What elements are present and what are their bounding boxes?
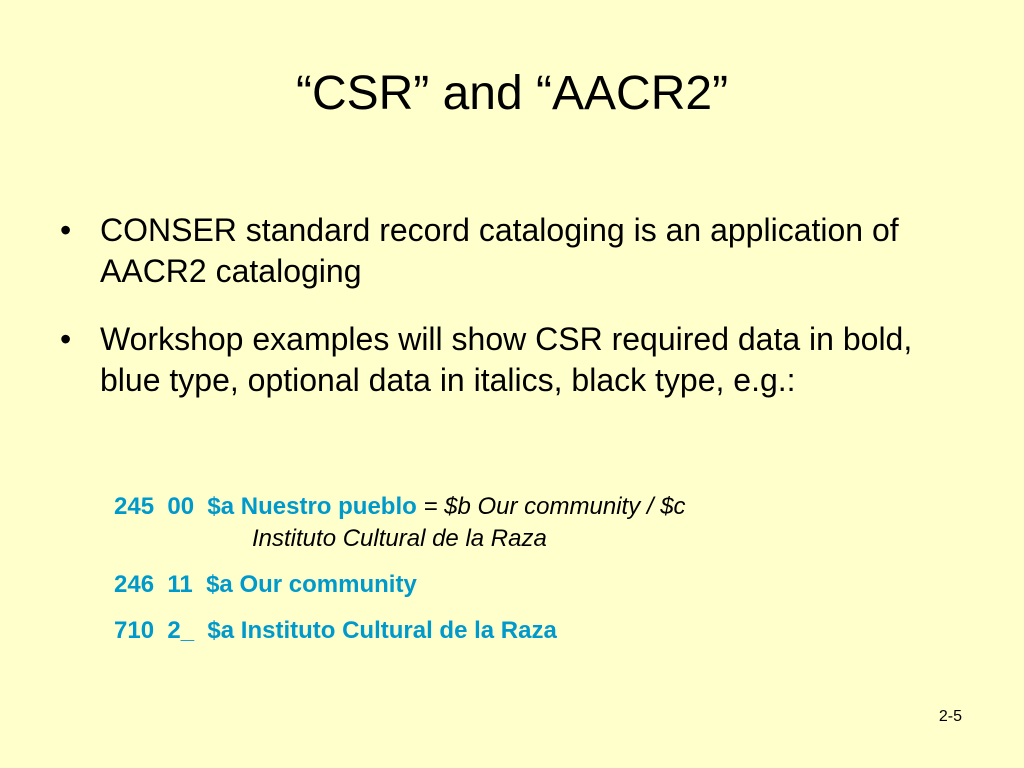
bullet-text: CONSER standard record cataloging is an application of AACR2 cataloging — [100, 212, 899, 289]
required-data: 710 2_ $a Instituto Cultural de la Raza — [114, 617, 557, 644]
optional-data: = $b Our community / $c — [416, 493, 686, 520]
slide-title: “CSR” and “AACR2” — [295, 67, 729, 120]
optional-data-continuation: Instituto Cultural de la Raza — [252, 525, 547, 552]
bullet-item — [58, 319, 958, 401]
bullet-icon: • — [60, 321, 72, 357]
page-number: 2-5 — [938, 708, 962, 725]
bullet-item — [58, 210, 958, 292]
bullet-text: Workshop examples will show CSR required data in bold, blue type, optional data in italics, black type, e.g.: — [100, 321, 913, 398]
required-data: 245 00 $a Nuestro pueblo — [114, 493, 417, 520]
bullet-icon: • — [60, 212, 72, 248]
marc-field-246 — [114, 568, 974, 602]
marc-field-710 — [114, 614, 974, 648]
marc-field-245 — [114, 490, 974, 556]
required-data: 246 11 $a Our community — [114, 571, 417, 598]
marc-example — [114, 490, 974, 660]
bullet-list — [58, 210, 958, 428]
